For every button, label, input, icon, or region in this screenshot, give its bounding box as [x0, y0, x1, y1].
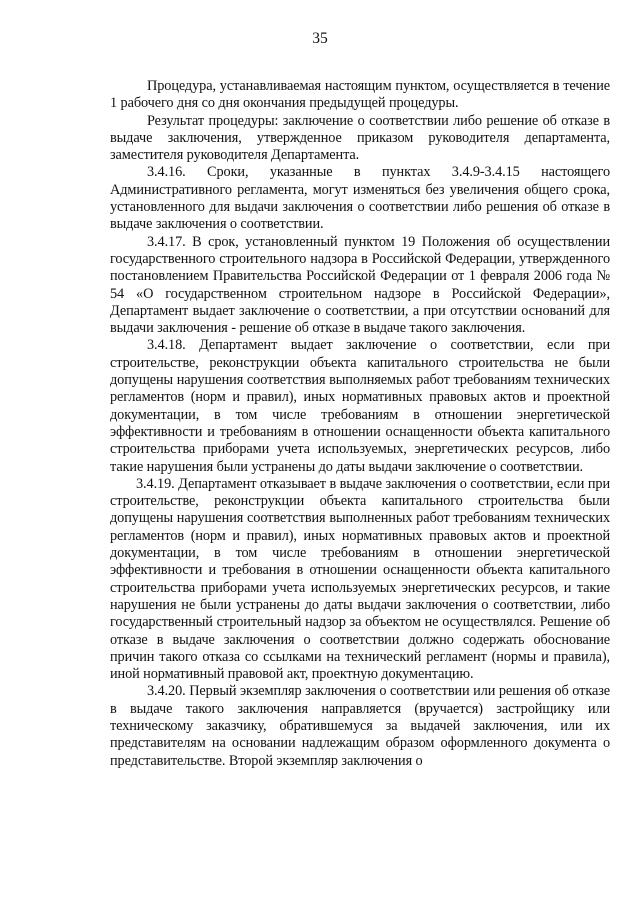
paragraph-3-4-19: 3.4.19. Департамент отказывает в выдаче заключения о соответствии, если при строительстве, реконструкции объекта капитального строительства были допущены нарушения соответствия выполненных работ требованиям технических регламентов (норм и правил), иных нормативных правовых актов и проектной документации, в том числе требованиям в отношении энергетической эффективности и требования в отношении оснащенности объекта капитального строительства приборами учета используемых энергетических ресурсов, и такие нарушения не были устранены до даты выдачи заключения о соответствии, либо государственный строительный надзор за объектом не осуществлялся. Решение об отказе в выдаче заключения о соответствии должно содержать обоснование причин такого отказа со ссылками на технический регламент (нормы и правила), иной нормативный правовой акт, проектную документацию.	[110, 475, 610, 683]
paragraph-3-4-17: 3.4.17. В срок, установленный пунктом 19 Положения об осуществлении государственного строительного надзора в Российской Федерации, утвержденного постановлением Правительства Российской Федерации от 1 февраля 2006 года № 54 «О государственном строительном надзоре в Российской Федерации», Департамент выдает заключение о соответствии, а при отсутствии оснований для выдачи заключения - решение об отказе в выдаче такого заключения.	[110, 233, 610, 337]
paragraph-3-4-16: 3.4.16. Сроки, указанные в пунктах 3.4.9-3.4.15 настоящего Административного регламента, могут изменяться без увеличения общего срока, установленного для выдачи заключения о соответствии либо решения об отказе в выдаче заключения о соответствии.	[110, 164, 610, 233]
paragraph-3-4-18: 3.4.18. Департамент выдает заключение о соответствии, если при строительстве, реконструкции объекта капитального строительства не были допущены нарушения соответствия выполняемых работ требованиям технических регламентов (норм и правил), иных нормативных правовых актов и проектной документации, в том числе требованиям в отношении энергетической эффективности и требованиям в отношении оснащенности объекта капитального строительства приборами учета используемых, энергетических ресурсов, либо такие нарушения были устранены до даты выдачи заключение о соответствии.	[110, 337, 610, 475]
document-body	[110, 78, 610, 770]
page-number: 35	[312, 30, 328, 47]
paragraph-procedure-result: Результат процедуры: заключение о соответствии либо решение об отказе в выдаче заключения, утвержденное приказом руководителя департамента, заместителя руководителя Департамента.	[110, 112, 610, 164]
paragraph-procedure-timing: Процедура, устанавливаемая настоящим пунктом, осуществляется в течение 1 рабочего дня со дня окончания предыдущей процедуры.	[110, 78, 610, 112]
paragraph-3-4-20: 3.4.20. Первый экземпляр заключения о соответствии или решения об отказе в выдаче такого заключения направляется (вручается) застройщику или техническому заказчику, обратившемуся за выдачей заключения, или их представителям на основании надлежащим образом оформленного документа о представительстве. Второй экземпляр заключения о	[110, 683, 610, 769]
